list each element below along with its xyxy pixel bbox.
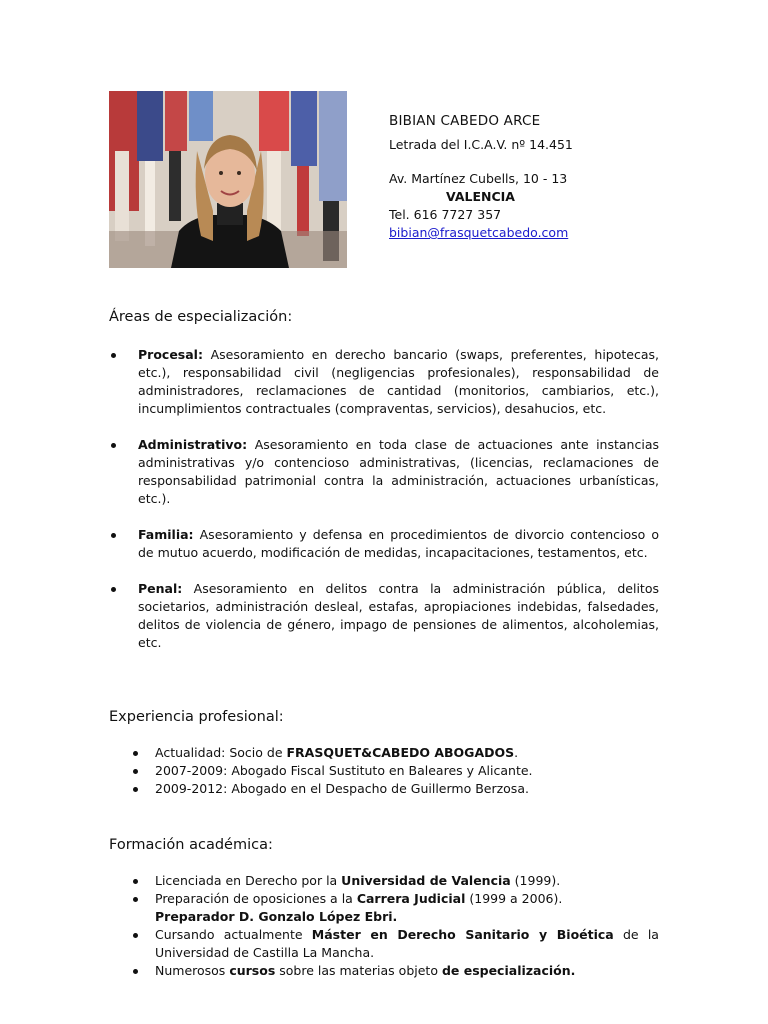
list-item [109,526,659,562]
firm-name: FRASQUET&CABEDO ABOGADOS [286,745,515,760]
education-heading: Formación académica: [109,837,273,853]
list-item [131,962,659,980]
item-text: 2007-2009: Abogado Fiscal Sustituto en Baleares y Alicante. [155,763,533,778]
area-title: Procesal: [138,347,203,362]
area-text: Asesoramiento y defensa en procedimientos de divorcio contencioso o de mutuo acuerdo, modificación de medidas, incapacitaciones, testamentos, etc. [138,527,659,560]
item-text: Actualidad: Socio de [155,745,287,760]
areas-list [109,346,659,670]
item-text: (1999 a 2006). [465,891,563,906]
area-title: Familia: [138,527,194,542]
license-number: Letrada del I.C.A.V. nº 14.451 [389,137,573,152]
experience-list [131,744,659,798]
person-name: BIBIAN CABEDO ARCE [389,113,541,129]
item-bold: de especialización. [441,963,576,978]
area-text: Asesoramiento en delitos contra la administración pública, delitos societarios, administración desleal, estafas, apropiaciones indebidas, falsedades, delitos de violencia de género, impago de pensiones de alimentos, alcoholemias, etc. [138,581,659,650]
areas-heading: Áreas de especialización: [109,309,293,325]
profile-photo [109,91,347,268]
item-text: (1999). [510,873,561,888]
list-item [109,580,659,652]
phone: Tel. 616 7727 357 [389,207,502,222]
address: Av. Martínez Cubells, 10 - 13 [389,171,568,186]
item-text: de la Universidad de Castilla La Mancha. [155,927,659,960]
item-text: 2009-2012: Abogado en el Despacho de Guillermo Berzosa. [155,781,529,796]
item-bold: Universidad de Valencia [341,873,511,888]
item-bold: cursos [229,963,276,978]
area-title: Administrativo: [138,437,248,452]
item-text: Numerosos [155,963,230,978]
item-text: . [514,745,519,760]
contact-block [389,112,729,242]
item-text: Cursando actualmente [155,927,312,942]
area-text: Asesoramiento en toda clase de actuaciones ante instancias administrativas y/o contencioso administrativas, (licencias, reclamaciones de responsabilidad patrimonial contra la administración, actuaciones urbanísticas, etc.). [138,437,659,506]
item-bold: Máster en Derecho Sanitario y Bioética [311,927,614,942]
area-text: Asesoramiento en derecho bancario (swaps, preferentes, hipotecas, etc.), responsabilidad civil (negligencias profesionales), responsabilidad de administradores, reclamaciones de cantidad (monitorios, cambiarios, etc.), incumplimientos contractuales (compraventas, servicios), desahucios, etc. [138,347,659,416]
item-text: Preparación de oposiciones a la [155,891,357,906]
list-item [131,890,659,926]
item-text: Licenciada en Derecho por la [155,873,342,888]
item-bold: Carrera Judicial [356,891,466,906]
area-title: Penal: [138,581,183,596]
email-link[interactable]: bibian@frasquetcabedo.com [389,225,569,240]
list-item [131,872,659,890]
item-bold: Preparador D. Gonzalo López Ebri. [155,909,398,924]
item-text: sobre las materias objeto [275,963,442,978]
list-item [131,762,659,780]
list-item [109,346,659,418]
education-list [131,872,659,980]
city: VALENCIA [446,189,515,204]
list-item [109,436,659,508]
list-item [131,926,659,962]
list-item [131,780,659,798]
list-item [131,744,659,762]
experience-heading: Experiencia profesional: [109,709,284,725]
